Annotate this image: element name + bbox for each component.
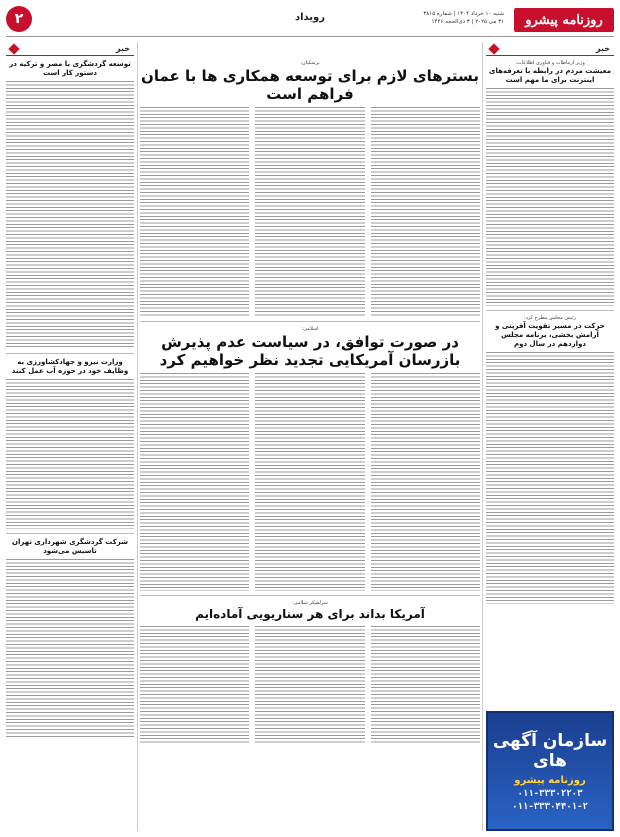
article-body: [6, 379, 134, 529]
article-kicker: پزشکیان:: [300, 60, 320, 66]
left-news-tag-label: خبر: [115, 44, 130, 53]
column-divider: [137, 42, 138, 831]
article-kicker: رئیس مجلس مطرح کرد:: [523, 315, 577, 321]
ad-subtitle: روزنامه پیشرو: [514, 774, 586, 786]
ad-phone: ۰۱۱-۳۳۳۰۲۲۰۳: [517, 788, 583, 799]
article-body: [140, 626, 480, 744]
article-headline: بسترهای لازم برای توسعه همکاری ها با عمان فراهم است: [141, 67, 479, 103]
right-news-tag: [486, 42, 614, 56]
right-column: [486, 60, 614, 831]
diamond-icon: [8, 43, 19, 54]
masthead-divider: [6, 36, 614, 37]
section-title: رویداد: [294, 12, 326, 23]
article-divider: [6, 533, 134, 534]
newspaper-logo: روزنامه پیشرو: [514, 8, 614, 32]
article-headline: شرکت گردشگری شهرداری تهران تاسیس می‌شود: [11, 538, 129, 555]
article-headline: توسعه گردشگری با مصر و ترکیه در دستور کار است: [9, 60, 131, 77]
article-water-ministry: [6, 358, 134, 529]
article-body: [6, 559, 134, 737]
article-salami: [140, 600, 480, 744]
article-body: [6, 81, 134, 349]
article-parliament: [486, 315, 614, 604]
article-body: [486, 88, 614, 306]
article-tehran-tourism: [6, 538, 134, 737]
article-headline: وزارت نیرو و جهادکشاورزی به وظایف خود در حوزه آب عمل کنند: [11, 358, 129, 375]
diamond-icon: [488, 43, 499, 54]
issue-info: [344, 10, 504, 26]
center-column: [140, 60, 480, 831]
article-kicker: سرلشکر سلامی:: [292, 600, 328, 606]
article-inspectors: [140, 326, 480, 591]
article-kicker: اسلامی:: [301, 326, 319, 332]
left-news-tag: [6, 42, 134, 56]
article-divider: [6, 353, 134, 354]
article-tourism-egypt: [6, 60, 134, 349]
article-divider: [486, 310, 614, 311]
article-divider: [140, 595, 480, 596]
article-kicker: وزیر ارتباطات و فناوری اطلاعات:: [515, 60, 585, 66]
issue-date-line-2: ۳۱ می ۲۰۲۵ | ۳ ذی‌الحجه ۱۴۴۶: [431, 19, 504, 25]
ad-phone: ۰۱۱-۳۳۳۰۴۴۰۱-۲: [512, 801, 588, 812]
article-headline: در صورت توافق، در سیاست عدم پذیرش بازرسان آمریکایی تجدید نظر خواهیم کرد: [159, 333, 461, 369]
article-oman: [140, 60, 480, 317]
article-ict-tariffs: [486, 60, 614, 306]
ad-title: سازمان آگهی های: [492, 730, 608, 771]
right-news-tag-label: خبر: [595, 44, 610, 53]
article-body: [140, 373, 480, 591]
article-headline: حرکت در مسیر تقویت آفرینی و آرامش بخشی، برنامه مجلس دوازدهم در سال دوم: [495, 322, 605, 348]
advertising-box: [486, 711, 614, 831]
article-headline: معیشت مردم در رابطه با تعرفه‌های اینترنت برای ما مهم است: [489, 67, 611, 84]
left-column: [6, 60, 134, 831]
page-number-badge: ۲: [6, 6, 32, 32]
article-divider: [140, 321, 480, 322]
article-headline: آمریکا بداند برای هر سناریویی آماده‌ایم: [195, 607, 425, 621]
masthead: [6, 6, 614, 36]
column-divider: [482, 42, 483, 831]
article-body: [486, 352, 614, 604]
issue-date-line: شنبه ۱۰ خرداد ۱۴۰۴ | شماره ۳۸۱۵: [423, 11, 504, 17]
article-body: [140, 107, 480, 317]
